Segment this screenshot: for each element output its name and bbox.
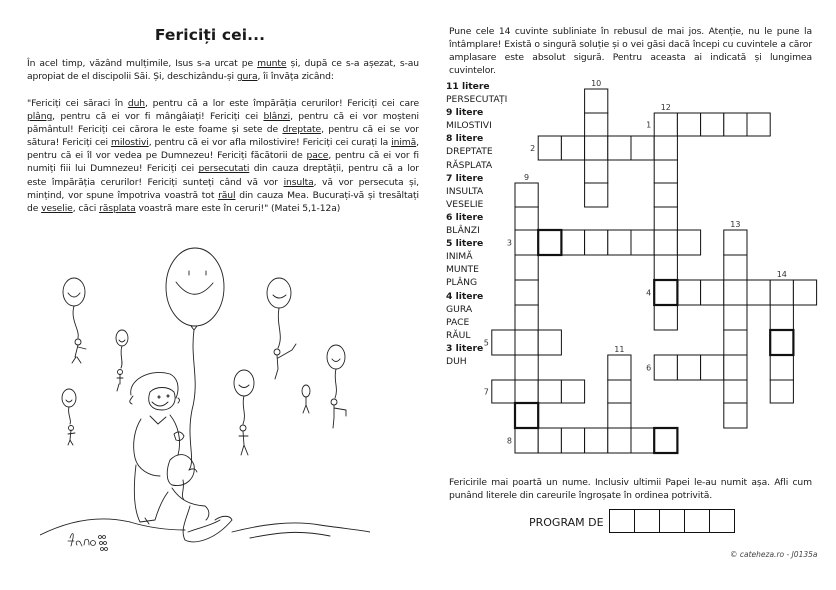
- crossword-cell[interactable]: [585, 183, 608, 207]
- crossword-cell[interactable]: [724, 255, 747, 280]
- crossword-cell[interactable]: [654, 207, 677, 230]
- crossword-cell[interactable]: [724, 330, 747, 355]
- crossword-cell[interactable]: [515, 305, 538, 330]
- word-list-item: INIMĂ: [446, 251, 473, 263]
- crossword-cell[interactable]: [515, 403, 538, 428]
- word-list-item: GURA: [446, 303, 473, 315]
- crossword-cell[interactable]: [770, 380, 793, 403]
- crossword-cell[interactable]: [515, 428, 538, 453]
- crossword-cell[interactable]: [585, 428, 608, 453]
- text-run: "Fericiți cei săraci în: [27, 98, 128, 109]
- crossword-cell[interactable]: [770, 330, 793, 355]
- underlined-word: gura: [236, 71, 258, 83]
- clue-number: 7: [483, 387, 489, 397]
- underlined-word: munte: [257, 58, 287, 69]
- underlined-word: duh: [127, 98, 146, 109]
- answer-letter-box[interactable]: [609, 509, 635, 533]
- word-group-header: 11 litere: [446, 81, 490, 92]
- crossword-cell[interactable]: [561, 428, 584, 453]
- instructions-text: Pune cele 14 cuvinte subliniate în rebusul de mai jos. Atenție, nu le pune la întâmplare! Există o singură soluție și o vei găsi dacă începi cu cuvintele a căror amplasare este absolut sigură. Pentru aceasta ai indicată și lungimea cuvintelor.: [449, 26, 812, 77]
- word-group-header: 3 litere: [446, 342, 484, 354]
- crossword-cell[interactable]: [747, 113, 770, 136]
- copyright: © cateheza.ro - J0135a: [730, 550, 818, 559]
- crossword-cell[interactable]: [585, 136, 608, 160]
- clue-number: 10: [591, 79, 602, 88]
- word-list-item: RĂSPLATA: [446, 159, 493, 171]
- word-list-item: BLÂNZI: [446, 225, 480, 237]
- crossword-cell[interactable]: [654, 355, 677, 380]
- word-group-header: 7 litere: [446, 172, 484, 184]
- crossword-cell[interactable]: [631, 230, 654, 255]
- crossword-cell[interactable]: [770, 305, 793, 330]
- word-group-header: 6 litere: [446, 211, 484, 223]
- text-run: voastră mare este în ceruri!" (Matei 5,1-12a): [135, 202, 341, 214]
- text-run: , pentru că ei vor fi numiți fiii lui Dumnezeu! Fericiți cei: [27, 150, 419, 175]
- clue-number: 8: [506, 436, 512, 446]
- word-list-item: PLÂNG: [446, 277, 478, 289]
- crossword-cell[interactable]: [538, 330, 561, 355]
- word-list-item: RĂUL: [446, 329, 471, 341]
- crossword-cell[interactable]: [515, 380, 538, 403]
- artist-signature: [68, 534, 108, 551]
- word-list-item: VESELIE: [446, 198, 484, 210]
- text-run: , căci: [72, 202, 100, 214]
- crossword-cell[interactable]: [515, 330, 538, 355]
- text-run: , pentru că ei vor moșteni pământul! Fericiți cei cărora le este foame și sete de: [27, 111, 419, 136]
- underlined-word: răul: [218, 189, 236, 201]
- clue-number: 14: [776, 270, 787, 279]
- text-run: din cauza dreptății, pentru că a lor este împărăția cerurilor! Fericiți sunteți când vă vor: [27, 163, 419, 188]
- crossword-cell[interactable]: [538, 136, 561, 160]
- clue-number: 5: [483, 338, 489, 348]
- crossword-cell[interactable]: [724, 355, 747, 380]
- text-run: din cauza Mea. Bucurați-vă și tresăltați de: [27, 189, 419, 214]
- underlined-word: plâng: [27, 111, 53, 123]
- crossword-cell[interactable]: [724, 280, 747, 305]
- crossword-cell[interactable]: [608, 136, 631, 160]
- word-list-item: MILOSTIVI: [446, 120, 492, 132]
- crossword-cell[interactable]: [585, 230, 608, 255]
- clue-number: 12: [660, 103, 671, 112]
- crossword-cell[interactable]: [654, 136, 677, 160]
- crossword-cell[interactable]: [561, 136, 584, 160]
- clue-number: 6: [646, 363, 652, 373]
- word-list-item: PACE: [446, 316, 470, 328]
- clue-number: 9: [524, 173, 530, 182]
- word-group-header: 5 litere: [446, 238, 484, 250]
- crossword-cell[interactable]: [654, 113, 677, 136]
- crossword-cell[interactable]: [538, 380, 561, 403]
- crossword-cell[interactable]: [631, 136, 654, 160]
- text-run: , pentru că ei se vor sătura! Fericiți cei: [27, 124, 419, 149]
- crossword-cell[interactable]: [608, 380, 631, 403]
- crossword-cell[interactable]: [608, 230, 631, 255]
- crossword-cell[interactable]: [793, 280, 816, 305]
- clue-number: 1: [646, 120, 652, 130]
- answer-label: PROGRAM DE: [529, 516, 604, 529]
- underlined-word: milostivi: [110, 137, 149, 149]
- word-group-header: 8 litere: [446, 133, 484, 145]
- word-list-item: INSULTA: [446, 185, 484, 197]
- crossword-cell[interactable]: [515, 255, 538, 280]
- crossword-cell[interactable]: [654, 305, 677, 330]
- page-title: Fericiți cei...: [154, 26, 266, 44]
- word-list-item: DREPTATE: [446, 146, 493, 158]
- crossword-cell[interactable]: [724, 380, 747, 403]
- crossword-cell[interactable]: [770, 280, 793, 305]
- text-run: , pentru că ei vor afla milostivire! Fericiți cei curați la: [148, 137, 392, 149]
- final-task-text: Fericirile mai poartă un nume. Inclusiv ultimii Papei le-au numit așa. Afli cum punând literele din careurile îngroșate în ordinea potrivită.: [449, 477, 812, 502]
- crossword-cell[interactable]: [515, 280, 538, 305]
- text-run: , pentru că ei vor fi mângâiați! Fericiți cei: [52, 111, 264, 123]
- word-list-item: DUH: [446, 355, 467, 367]
- underlined-word: răsplata: [99, 202, 136, 214]
- crossword-cell[interactable]: [677, 230, 700, 255]
- text-run: , pentru că a lor este împărăția cerurilor! Fericiți cei care: [145, 98, 419, 109]
- crossword-cell[interactable]: [654, 230, 677, 255]
- answer-letter-box[interactable]: [634, 509, 660, 533]
- text-run: , vă vor persecuta și, mințind, vor spune împotriva voastră tot: [27, 176, 419, 201]
- crossword-cell[interactable]: [701, 113, 724, 136]
- underlined-word: blânzi: [263, 111, 291, 123]
- underlined-word: persecutati: [198, 163, 250, 175]
- underlined-word: veselie: [41, 202, 73, 214]
- underlined-word: inimă: [391, 137, 417, 149]
- crossword-cell[interactable]: [747, 280, 770, 305]
- crossword-cell[interactable]: [538, 230, 561, 255]
- ground-line: [40, 519, 185, 535]
- crossword-cell[interactable]: [654, 255, 677, 280]
- crossword-cell[interactable]: [608, 403, 631, 428]
- crossword-cell[interactable]: [561, 380, 584, 403]
- answer-boxes: [610, 509, 735, 533]
- crossword-cell[interactable]: [654, 183, 677, 207]
- crossword-cell[interactable]: [631, 428, 654, 453]
- crossword-cell[interactable]: [561, 230, 584, 255]
- crossword-cell[interactable]: [701, 355, 724, 380]
- crossword-cell[interactable]: [515, 183, 538, 207]
- clue-number: 2: [530, 144, 536, 153]
- crossword-cell[interactable]: [654, 280, 677, 305]
- word-list-item: PERSECUTAȚI: [446, 94, 508, 106]
- crossword-cell[interactable]: [515, 207, 538, 230]
- crossword-cell[interactable]: [724, 113, 747, 136]
- answer-letter-box[interactable]: [709, 509, 735, 533]
- text-run: , pentru că ei îl vor vedea pe Dumnezeu! Fericiți făcătorii de: [27, 137, 419, 162]
- crossword-cell[interactable]: [724, 403, 747, 428]
- text-run: și, după ce s-a așezat, s-au apropiat de el discipolii Săi. Și, deschizându-și: [27, 58, 419, 83]
- crossword-cell[interactable]: [492, 330, 515, 355]
- crossword-cell[interactable]: [677, 113, 700, 136]
- crossword-cell[interactable]: [608, 355, 631, 380]
- crossword-cell[interactable]: [585, 113, 608, 136]
- crossword-cell[interactable]: [515, 355, 538, 380]
- underlined-word: pace: [306, 150, 329, 162]
- underlined-word: insulta: [283, 176, 314, 188]
- crossword-cell[interactable]: [585, 160, 608, 183]
- underlined-word: dreptate: [282, 124, 322, 136]
- crossword-cell[interactable]: [515, 230, 538, 255]
- answer-letter-box[interactable]: [684, 509, 710, 533]
- text-run: În acel timp, văzând mulțimile, Isus s-a urcat pe: [27, 58, 258, 69]
- clue-number: 11: [614, 345, 625, 354]
- crossword-cell[interactable]: [608, 428, 631, 453]
- clue-number: 13: [730, 220, 741, 229]
- crossword-cell[interactable]: [701, 280, 724, 305]
- crossword-cell[interactable]: [492, 380, 515, 403]
- crossword-cell[interactable]: [677, 280, 700, 305]
- crossword-cell[interactable]: [585, 89, 608, 113]
- crossword-cell[interactable]: [654, 160, 677, 183]
- crossword-cell[interactable]: [724, 305, 747, 330]
- crossword-cell[interactable]: [677, 355, 700, 380]
- text-run: , îi învăța zicând:: [257, 71, 334, 83]
- clue-number: 4: [646, 288, 652, 298]
- crossword-cell[interactable]: [654, 428, 677, 453]
- crossword-cell[interactable]: [538, 428, 561, 453]
- clue-number: 3: [506, 238, 512, 248]
- word-group-header: 4 litere: [446, 290, 484, 302]
- word-list-item: MUNTE: [446, 264, 479, 276]
- word-group-header: 9 litere: [446, 107, 484, 119]
- crossword-cell[interactable]: [770, 355, 793, 380]
- crossword-cell[interactable]: [724, 230, 747, 255]
- answer-letter-box[interactable]: [659, 509, 685, 533]
